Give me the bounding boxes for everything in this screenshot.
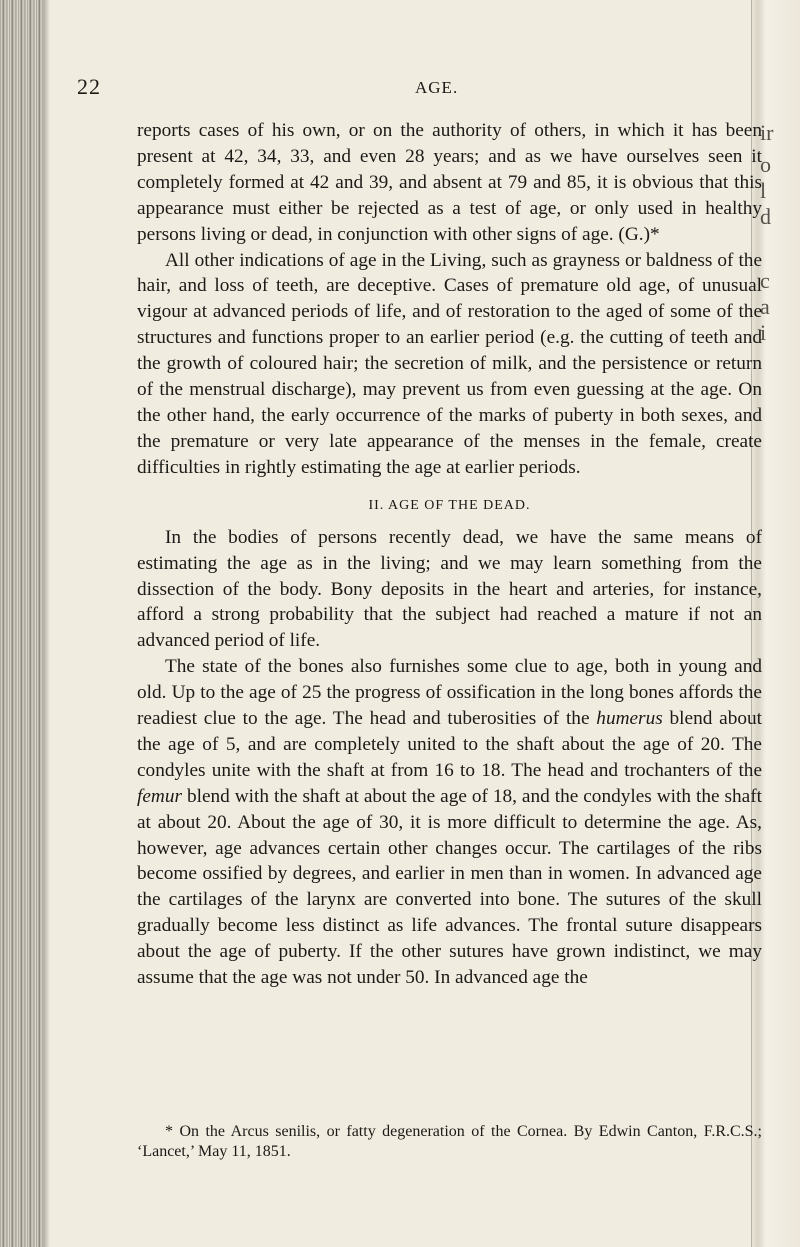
text-run: blend about the age of 5, and are completely united to the shaft about the age of 20. The condyles unite with the shaft at from 16 to 18. The head and trochanters of the bbox=[137, 708, 762, 781]
facing-page-fragment: ir bbox=[760, 120, 774, 145]
facing-page-fragment: a bbox=[760, 294, 770, 319]
running-head: AGE. bbox=[415, 78, 459, 97]
paragraph bbox=[137, 654, 762, 991]
facing-page-fragment: d bbox=[760, 204, 771, 229]
page-header bbox=[0, 74, 800, 104]
facing-page-fragment: c bbox=[760, 268, 770, 293]
section-heading: II. AGE OF THE DEAD. bbox=[368, 497, 531, 513]
book-binding-edge bbox=[0, 0, 44, 1247]
footnote: * On the Arcus senilis, or fatty degeneration of the Cornea. By Edwin Canton, F.R.C.S.; ‘Lancet,’ May 11, 1851. bbox=[137, 1123, 762, 1160]
paragraph: All other indications of age in the Living, such as grayness or baldness of the hair, and loss of teeth, are deceptive. Cases of premature old age, of unusual vigour at advanced periods of life, and of restoration to the aged of some of the structures and functions proper to an earlier period (e.g. the cutting of teeth and the growth of coloured hair; the secretion of milk, and the persistence or return of the menstrual discharge), may prevent us from even guessing at the age. On the other hand, the early occurrence of the marks of puberty in both sexes, and the premature or very late appearance of the menses in the female, create difficulties in rightly estimating the age at earlier periods. bbox=[137, 249, 762, 478]
facing-page-fragment: o bbox=[760, 152, 771, 177]
paragraph: In the bodies of persons recently dead, we have the same means of estimating the age as in the living; and we may learn something from the dissection of the body. Bony deposits in the heart and arteries, for instance, afford a strong probability that the subject had reached a mature if not an advanced period of life. bbox=[137, 526, 762, 652]
italic-term-humerus: humerus bbox=[596, 708, 663, 730]
text-run: blend with the shaft at about the age of 18, and the condyles with the shaft at about 20. About the age of 30, it is more difficult to determine the age. As, however, age advances certain other changes occur. The cartilages of the ribs become ossified by degrees, and earlier in men than in women. In advanced age the cartilages of the larynx are converted into bone. The sutures of the skull gradually become less distinct as life advances. The frontal suture disappears about the age of puberty. If the other sutures have grown indistinct, we may assume that the age was not under 50. In advanced age the bbox=[137, 785, 762, 989]
text-run: The state of the bones also furnishes some clue to age, both in young and old. Up to the age of 25 the progress of ossification in the long bones affords the readiest clue to the age. The head and tuberosities of the bbox=[137, 656, 762, 730]
facing-page-fragment: i bbox=[760, 320, 767, 345]
body-text bbox=[137, 118, 762, 991]
facing-page-fragment: l bbox=[760, 178, 767, 203]
italic-term-femur: femur bbox=[137, 785, 182, 807]
page-number: 22 bbox=[77, 74, 101, 99]
paragraph: reports cases of his own, or on the authority of others, in which it has been present at 42, 34, 33, and even 28 years; and as we have ourselves seen it completely formed at 42 and 39, and absent at 79 and 85, it is obvious that this appearance must either be rejected as a test of age, or only used in healthy persons living or dead, in conjunction with other signs of age. (G.)* bbox=[137, 120, 762, 245]
